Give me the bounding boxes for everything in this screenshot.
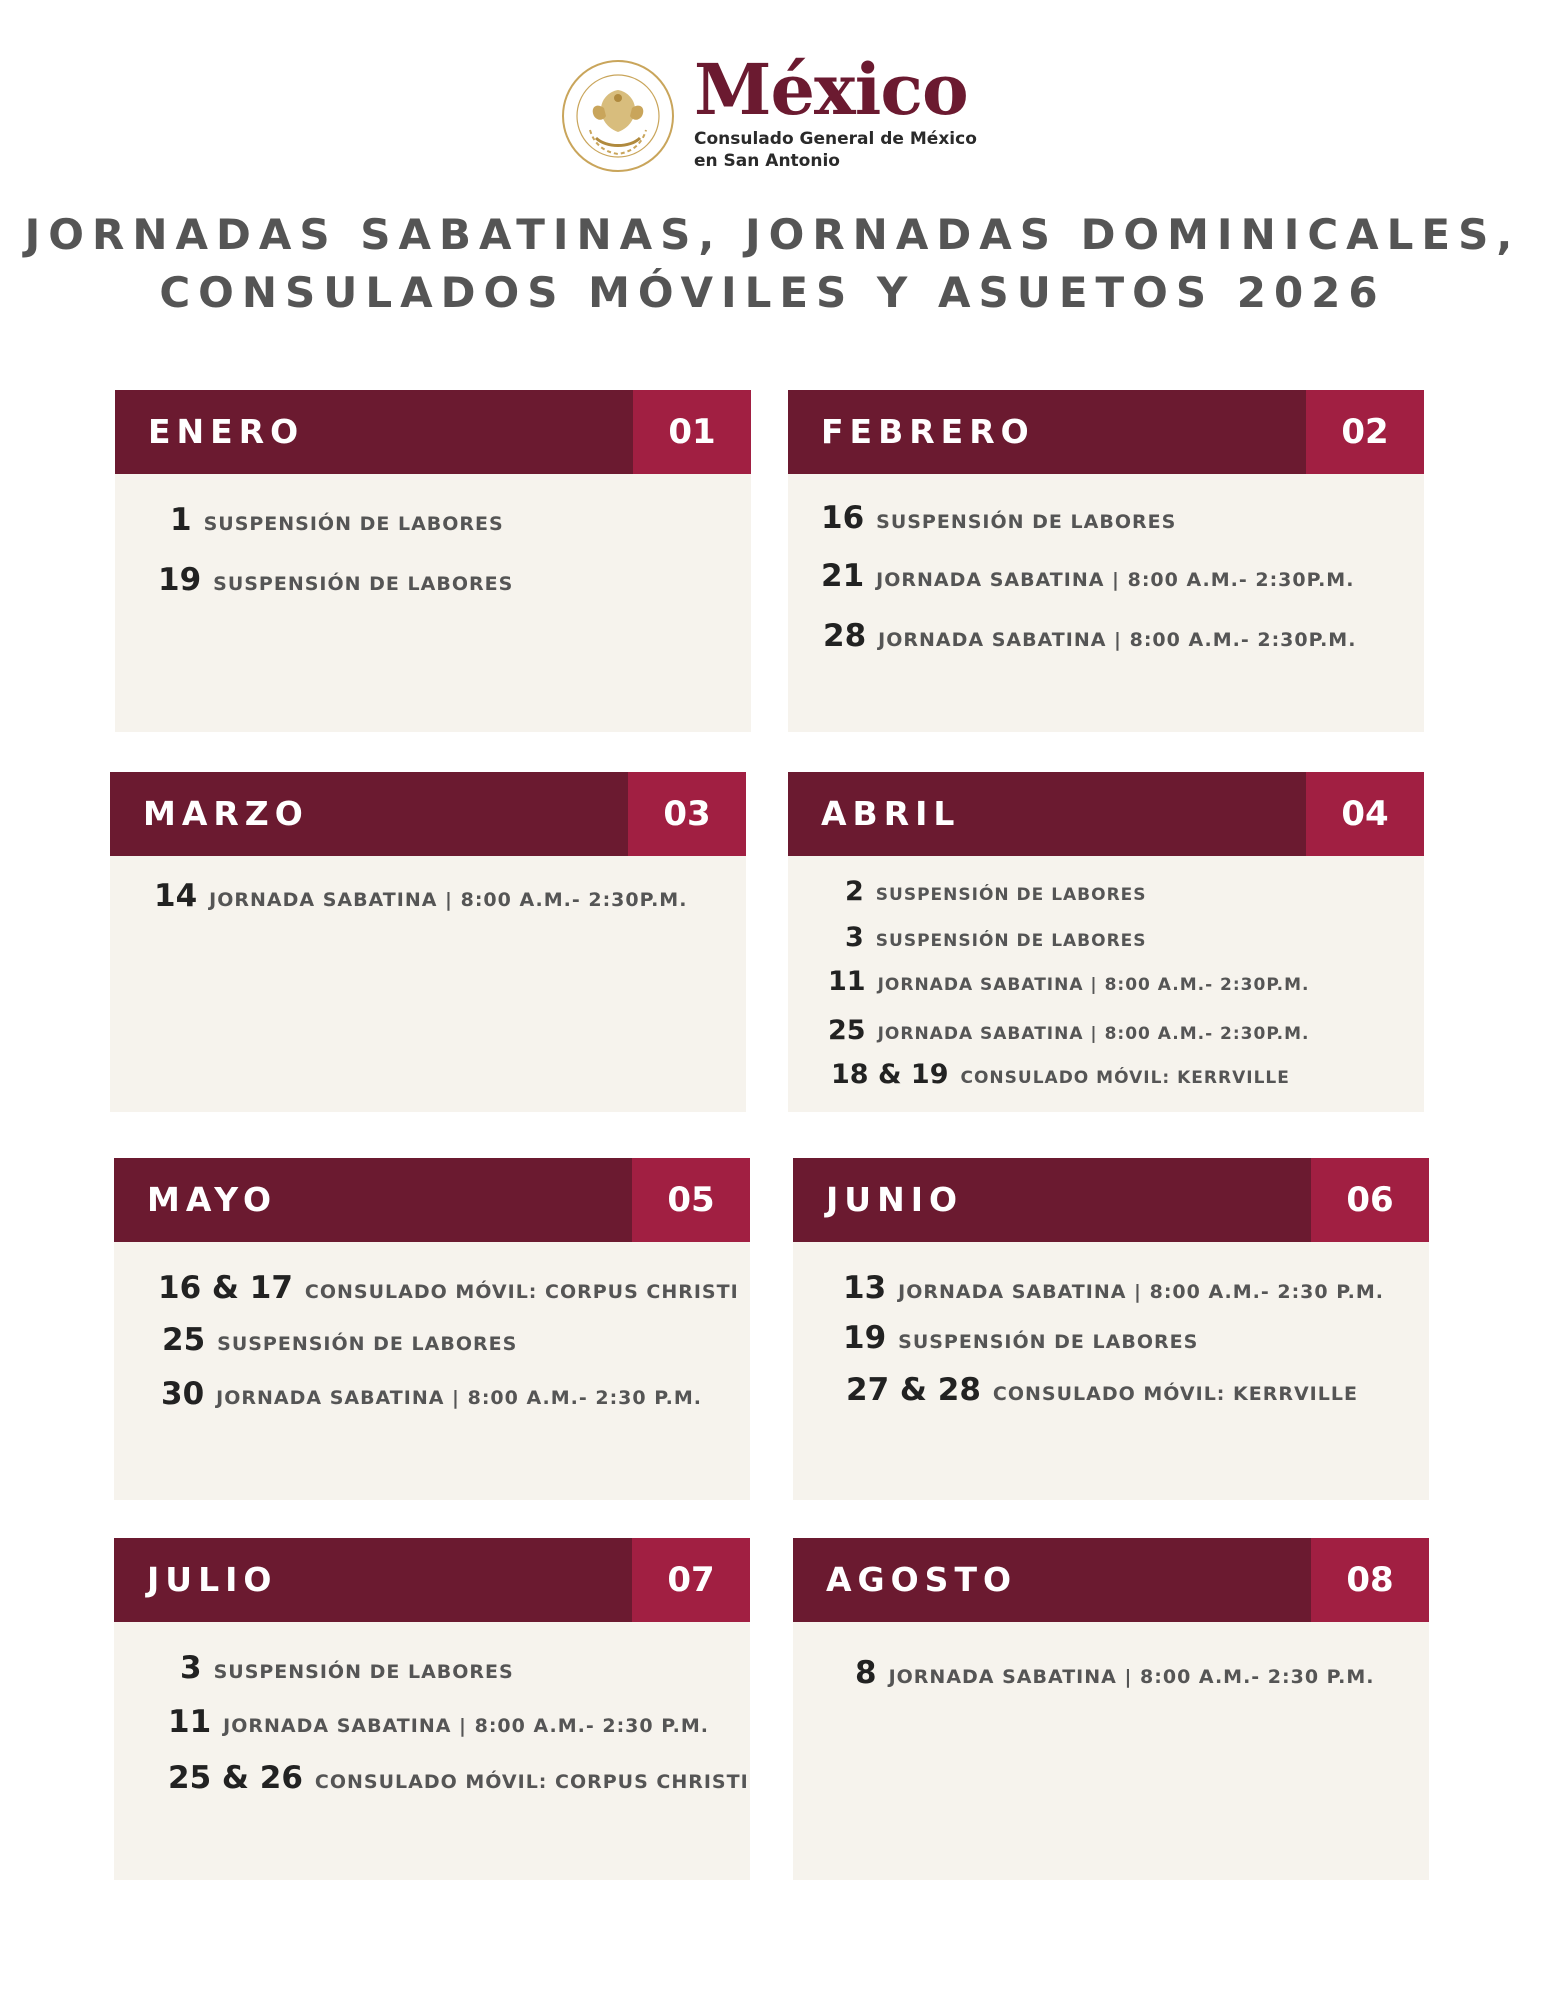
month-header-bar xyxy=(793,1538,1429,1622)
month-name: MAYO xyxy=(147,1180,277,1219)
calendar-entry xyxy=(821,558,1354,594)
entry-description: SUSPENSIÓN DE LABORES xyxy=(213,573,514,595)
entry-day: 16 & 17 xyxy=(158,1270,293,1306)
page-title-line2: CONSULADOS MÓVILES Y ASUETOS 2026 xyxy=(159,268,1386,317)
entry-day: 3 xyxy=(845,922,864,953)
month-card-agosto xyxy=(793,1538,1429,1880)
entry-description: CONSULADO MÓVIL: CORPUS CHRISTI xyxy=(314,1771,749,1793)
calendar-entry xyxy=(845,876,1147,907)
entry-description: SUSPENSIÓN DE LABORES xyxy=(203,513,504,535)
month-card-julio xyxy=(114,1538,750,1880)
month-header-bar xyxy=(110,772,746,856)
entry-day: 30 xyxy=(161,1376,205,1412)
entry-description: CONSULADO MÓVIL: KERRVILLE xyxy=(992,1383,1358,1405)
entry-day: 19 xyxy=(158,562,202,598)
entry-description: JORNADA SABATINA | 8:00 A.M.- 2:30 P.M. xyxy=(898,1281,1385,1303)
calendar-entry xyxy=(170,502,504,538)
consulate-name-line1: Consulado General de México xyxy=(694,129,977,149)
entry-day: 2 xyxy=(845,876,864,907)
entry-description: SUSPENSIÓN DE LABORES xyxy=(875,885,1147,905)
entry-description: SUSPENSIÓN DE LABORES xyxy=(875,931,1147,951)
entry-description: SUSPENSIÓN DE LABORES xyxy=(217,1333,518,1355)
entry-day: 16 xyxy=(821,500,865,536)
entry-day: 14 xyxy=(154,878,198,914)
month-number: 01 xyxy=(633,390,751,474)
month-number: 04 xyxy=(1306,772,1424,856)
calendar-entry xyxy=(831,1059,1290,1090)
month-number: 02 xyxy=(1306,390,1424,474)
entry-day: 8 xyxy=(855,1655,877,1691)
calendar-entry xyxy=(828,1015,1310,1046)
month-name: JUNIO xyxy=(826,1180,964,1219)
month-card-enero xyxy=(115,390,751,732)
entry-day: 3 xyxy=(180,1650,202,1686)
entry-description: SUSPENSIÓN DE LABORES xyxy=(876,511,1177,533)
month-name: FEBRERO xyxy=(821,412,1035,451)
page-header xyxy=(0,48,1545,182)
entry-day: 25 xyxy=(162,1322,206,1358)
entry-description: SUSPENSIÓN DE LABORES xyxy=(213,1661,514,1683)
month-card-febrero xyxy=(788,390,1424,732)
month-number: 07 xyxy=(632,1538,750,1622)
month-number: 06 xyxy=(1311,1158,1429,1242)
entry-day: 1 xyxy=(170,502,192,538)
entry-day: 18 & 19 xyxy=(831,1059,949,1090)
month-name: ENERO xyxy=(148,412,305,451)
calendar-entry xyxy=(843,1320,1198,1356)
entry-day: 21 xyxy=(821,558,865,594)
entry-day: 13 xyxy=(843,1270,887,1306)
entry-day: 28 xyxy=(823,618,867,654)
calendar-entry xyxy=(845,922,1147,953)
month-header-bar xyxy=(114,1158,750,1242)
month-name: AGOSTO xyxy=(826,1560,1018,1599)
calendar-entry xyxy=(154,878,687,914)
page-title-line1: JORNADAS SABATINAS, JORNADAS DOMINICALES, xyxy=(24,210,1521,259)
calendar-entry xyxy=(821,500,1176,536)
consulate-wordmark xyxy=(694,48,977,172)
entry-description: CONSULADO MÓVIL: KERRVILLE xyxy=(960,1068,1290,1088)
calendar-entry xyxy=(158,1270,739,1306)
calendar-entry xyxy=(168,1760,749,1796)
month-name: JULIO xyxy=(147,1560,278,1599)
entry-description: JORNADA SABATINA | 8:00 A.M.- 2:30 P.M. xyxy=(223,1715,710,1737)
calendar-entry xyxy=(855,1655,1374,1691)
entry-day: 11 xyxy=(168,1704,212,1740)
calendar-entry xyxy=(823,618,1356,654)
entry-description: SUSPENSIÓN DE LABORES xyxy=(898,1331,1199,1353)
entry-day: 25 xyxy=(828,1015,866,1046)
calendar-entry xyxy=(158,562,513,598)
entry-day: 25 & 26 xyxy=(168,1760,303,1796)
calendar-entry xyxy=(162,1322,517,1358)
month-header-bar xyxy=(793,1158,1429,1242)
calendar-entry xyxy=(168,1704,709,1740)
month-header-bar xyxy=(114,1538,750,1622)
calendar-entry xyxy=(846,1372,1358,1408)
month-name: MARZO xyxy=(143,794,309,833)
month-card-junio xyxy=(793,1158,1429,1500)
consulate-name-line2: en San Antonio xyxy=(694,151,840,171)
month-number: 03 xyxy=(628,772,746,856)
month-card-mayo xyxy=(114,1158,750,1500)
month-name: ABRIL xyxy=(821,794,961,833)
entry-description: JORNADA SABATINA | 8:00 A.M.- 2:30P.M. xyxy=(877,1024,1310,1044)
calendar-entry xyxy=(828,966,1310,997)
entry-description: JORNADA SABATINA | 8:00 A.M.- 2:30P.M. xyxy=(209,889,688,911)
calendar-entry xyxy=(180,1650,514,1686)
entry-description: JORNADA SABATINA | 8:00 A.M.- 2:30P.M. xyxy=(878,629,1357,651)
month-card-abril xyxy=(788,772,1424,1112)
month-header-bar xyxy=(788,772,1424,856)
entry-day: 11 xyxy=(828,966,866,997)
entry-description: CONSULADO MÓVIL: CORPUS CHRISTI xyxy=(304,1281,739,1303)
month-header-bar xyxy=(115,390,751,474)
month-header-bar xyxy=(788,390,1424,474)
calendar-entry xyxy=(161,1376,702,1412)
entry-description: JORNADA SABATINA | 8:00 A.M.- 2:30 P.M. xyxy=(888,1666,1375,1688)
entry-description: JORNADA SABATINA | 8:00 A.M.- 2:30P.M. xyxy=(877,975,1310,995)
calendar-entry xyxy=(843,1270,1384,1306)
entry-day: 27 & 28 xyxy=(846,1372,981,1408)
entry-day: 19 xyxy=(843,1320,887,1356)
entry-description: JORNADA SABATINA | 8:00 A.M.- 2:30 P.M. xyxy=(216,1387,703,1409)
month-card-marzo xyxy=(110,772,746,1112)
brand-name: México xyxy=(694,48,968,131)
month-number: 08 xyxy=(1311,1538,1429,1622)
entry-description: JORNADA SABATINA | 8:00 A.M.- 2:30P.M. xyxy=(876,569,1355,591)
coat-of-arms-seal-icon xyxy=(560,58,676,174)
month-number: 05 xyxy=(632,1158,750,1242)
